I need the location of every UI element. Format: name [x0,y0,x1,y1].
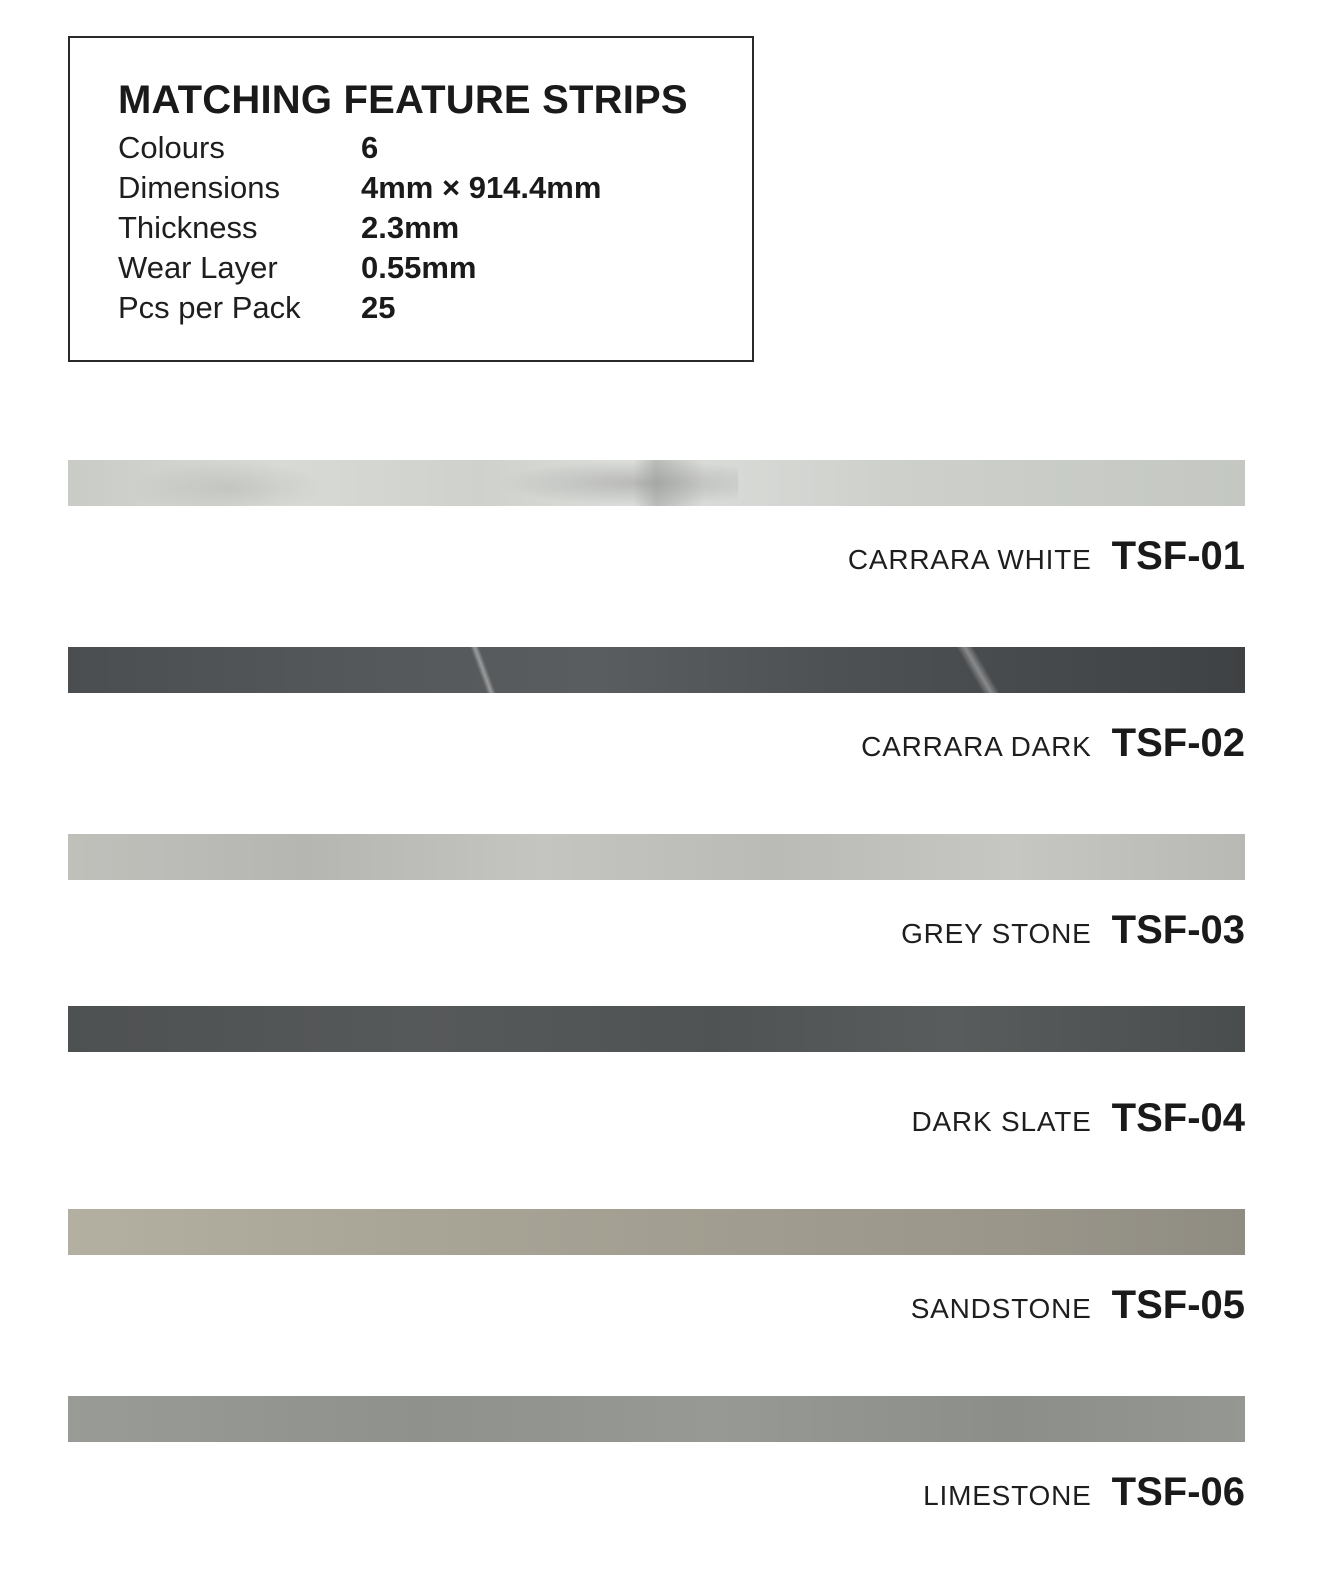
spec-row-colours [118,128,601,168]
strip-caption-tsf-05 [911,1283,1245,1328]
strip-caption-tsf-01 [848,534,1245,579]
strip-swatch-tsf-04 [68,1006,1245,1052]
spec-label: Wear Layer [118,250,278,285]
spec-value: 4mm × 914.4mm [361,170,602,205]
spec-value: 0.55mm [361,250,477,285]
strip-caption-tsf-03 [901,908,1245,953]
strip-code: TSF-05 [1111,1283,1245,1327]
spec-title: MATCHING FEATURE STRIPS [118,78,688,122]
spec-label: Thickness [118,210,258,245]
strip-swatch-tsf-02 [68,647,1245,693]
strip-name: CARRARA WHITE [847,544,1092,575]
strip-code: TSF-03 [1111,908,1245,952]
strip-caption-tsf-02 [861,721,1245,766]
spec-box [68,36,754,362]
strip-code: TSF-02 [1111,721,1245,765]
spec-value: 2.3mm [361,210,460,245]
spec-label: Pcs per Pack [118,290,301,325]
strip-name: LIMESTONE [923,1480,1092,1511]
strip-caption-tsf-06 [923,1470,1245,1515]
spec-row-thickness [118,208,601,248]
strip-code: TSF-06 [1111,1470,1245,1514]
strip-code: TSF-01 [1111,534,1245,578]
spec-value: 6 [361,130,379,165]
spec-label: Dimensions [118,170,280,205]
strip-name: SANDSTONE [910,1293,1092,1324]
spec-row-pcs-per-pack [118,288,601,328]
strip-swatch-tsf-03 [68,834,1245,880]
strip-name: CARRARA DARK [861,731,1092,762]
spec-table [118,128,601,328]
spec-value: 25 [361,290,396,325]
strip-swatch-tsf-06 [68,1396,1245,1442]
spec-row-dimensions [118,168,601,208]
strip-swatch-tsf-05 [68,1209,1245,1255]
strip-name: DARK SLATE [911,1106,1092,1137]
strip-name: GREY STONE [901,918,1092,949]
spec-row-wear-layer [118,248,601,288]
spec-label: Colours [118,130,225,165]
strip-caption-tsf-04 [911,1096,1245,1141]
strip-code: TSF-04 [1111,1096,1245,1140]
strip-swatch-tsf-01 [68,460,1245,506]
